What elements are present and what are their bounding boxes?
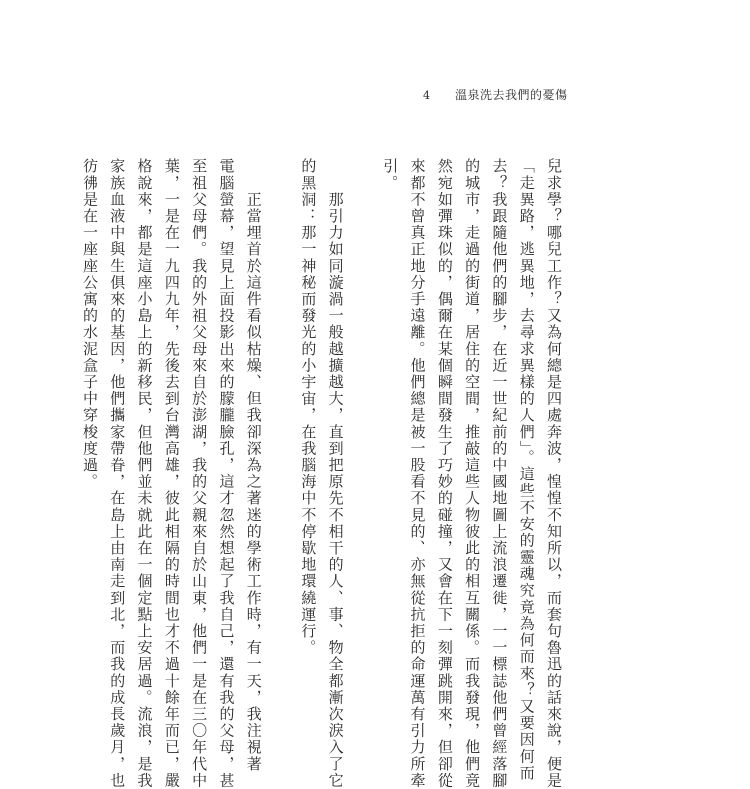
text-column: 來都不曾真正地分手遠離。他們總是被一股看不見的、亦無從抗拒的命運萬有引力所牽 xyxy=(408,158,427,789)
text-column: 的黑洞：那一神秘而發光的小宇宙，在我腦海中不停歇地環繞運行。 xyxy=(299,158,318,656)
text-column: 的城市，走過的街道，居住的空間，推敲這些人物彼此的相互關係。而我發現，他們竟 xyxy=(463,158,482,789)
text-column: 格說來，都是這座小島上的新移民，但他們並未就此在一個定點上安居過。流浪，是我 xyxy=(135,158,154,789)
vertical-body-text xyxy=(76,158,567,789)
text-column: 「走異路，逃異地，去尋求異樣的人們」。這些不安的靈魂究竟為何而來？又要因何而 xyxy=(517,158,536,782)
text-column: 至祖父母們。我的外祖父母來自於澎湖，我的父親來自於山東，他們一是在三〇年代中 xyxy=(190,158,209,789)
text-column: 彷彿是在一座座公寓的水泥盒子中穿梭度過。 xyxy=(80,158,99,490)
running-title: 溫泉洗去我們的憂傷 xyxy=(455,88,568,102)
text-column: 去？我跟隨他們的腳步，在近一世紀前的中國地圖上流浪遷徙，一一標誌他們曾經落腳 xyxy=(490,158,509,789)
text-column: 家族血液中與生俱來的基因，他們攜家帶眷，在島上由南走到北，而我的成長歲月，也 xyxy=(108,158,127,789)
text-column: 然宛如彈珠似的，偶爾在某個瞬間發生了巧妙的碰撞，又會在下一刻彈跳開來，但卻從 xyxy=(435,158,454,789)
text-column: 兒求學？哪兒工作？又為何總是四處奔波，惶惶不知所以，而套句魯迅的話來說，便是 xyxy=(545,158,563,789)
paragraph-gap xyxy=(349,158,376,718)
text-column: 正當埋首於這件看似枯燥、但我卻深為之著迷的學術工作時，有一天，我注視著 xyxy=(244,158,263,773)
page-number: 4 xyxy=(423,89,430,102)
text-column: 電腦螢幕，望見上面投影出來的朦朧臉孔，這才忽然想起了我自己，還有我的父母，甚 xyxy=(217,158,236,789)
text-column: 那引力如同漩渦一般越擴越大，直到把原先不相干的人、事、物全都漸次淚入了它 xyxy=(326,158,345,789)
text-column: 引。 xyxy=(381,158,400,192)
text-column: 葉，一是在一九四九年，先後去到台灣高雄，彼此相隔的時間也才不過十餘年而已，嚴 xyxy=(162,158,181,789)
paragraph-gap xyxy=(267,158,294,718)
